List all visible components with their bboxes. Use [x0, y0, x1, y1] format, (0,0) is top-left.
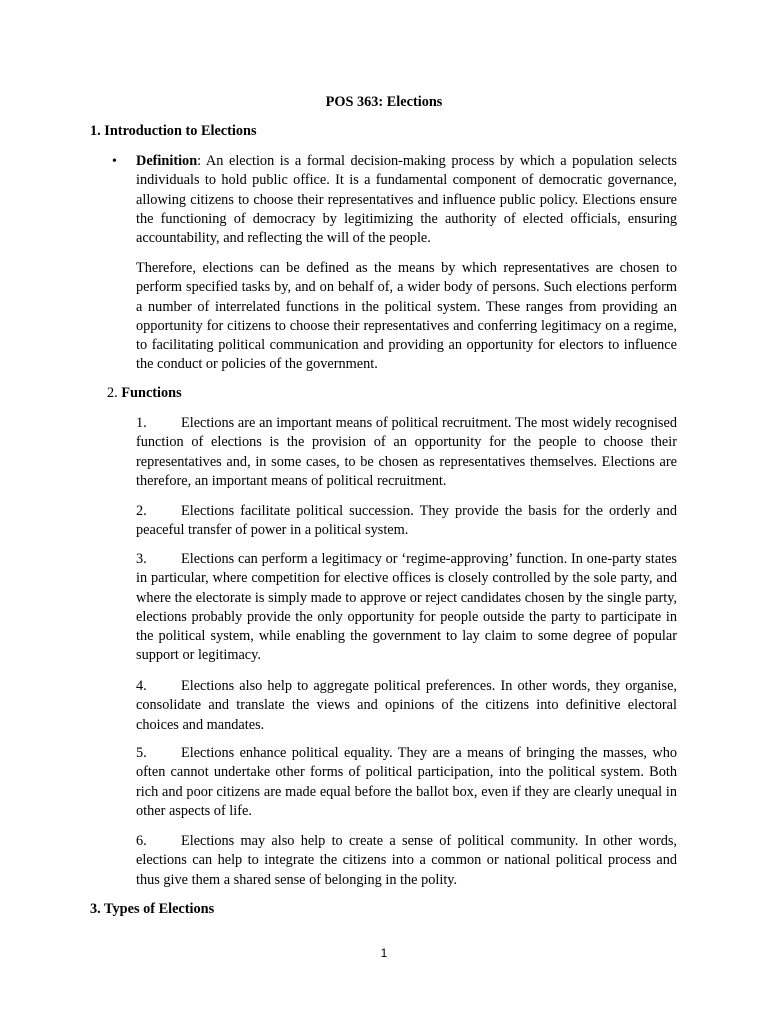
- function-item: [136, 677, 677, 735]
- function-text: Elections may also help to create a sense of political community. In other words, elections can help to integrate the citizens into a common or national political process and thus give them a shared sense of belonging in the polity.: [136, 833, 677, 888]
- definition-label: Definition: [136, 153, 198, 169]
- page-number: 1: [380, 946, 388, 960]
- function-text: Elections also help to aggregate political preferences. In other words, they organise, consolidate and translate the views and opinions of the citizens into definitive electoral choices and mandates.: [136, 678, 677, 733]
- function-item: [136, 550, 677, 666]
- function-number: 2.: [136, 503, 147, 519]
- function-item: [136, 414, 677, 491]
- function-number: 6.: [136, 833, 147, 849]
- document-title: POS 363: Elections: [325, 94, 443, 110]
- function-number: 3.: [136, 551, 147, 567]
- function-item: [136, 502, 677, 541]
- section-heading-functions: [107, 384, 182, 403]
- section-title: Functions: [121, 385, 182, 401]
- function-item: [136, 744, 677, 821]
- function-item: [136, 832, 677, 890]
- function-number: 1.: [136, 415, 147, 431]
- bullet-icon: •: [112, 154, 117, 169]
- function-text: Elections are an important means of political recruitment. The most widely recognised function of elections is the provision of an opportunity for the people to choose their representatives and, in some cases, to be chosen as representatives themselves. Elections are therefore, an important means of political recruitment.: [136, 415, 677, 489]
- definition-paragraph: [136, 152, 677, 248]
- function-number: 5.: [136, 745, 147, 761]
- function-number: 4.: [136, 678, 147, 694]
- section-heading-types: 3. Types of Elections: [90, 901, 215, 917]
- function-text: Elections enhance political equality. They are a means of bringing the masses, who often cannot undertake other forms of political participation, into the political system. Both rich and poor citizens are made equal before the ballot box, even if they are clearly unequal in other aspects of life.: [136, 745, 677, 819]
- function-text: Elections can perform a legitimacy or ‘regime-approving’ function. In one-party states in particular, where competition for elective offices is closely controlled by the sole party, and where the electorate is simply made to approve or reject candidates chosen by the single party, elections probably provide the only opportunity for people outside the party to participate in the political system, while enabling the government to lay claim to some degree of popular support or legitimacy.: [136, 551, 677, 664]
- section-number: 2.: [107, 385, 118, 401]
- section-heading-introduction: 1. Introduction to Elections: [90, 123, 257, 139]
- definition-text: : An election is a formal decision-making process by which a population selects individuals to hold public office. It is a fundamental component of democratic governance, allowing citizens to choose their representatives and influence public policy. Elections ensure the functioning of democracy by legitimizing the authority of elected officials, ensuring accountability, and reflecting the will of the people.: [136, 153, 677, 247]
- therefore-paragraph: Therefore, elections can be defined as the means by which representatives are chosen to perform specified tasks by, and on behalf of, a wider body of persons. Such elections perform a number of interrelated functions in the political system. These ranges from providing an opportunity for citizens to choose their representatives and conferring legitimacy on a regime, to facilitating political communication and providing an opportunity for electors to influence the conduct or policies of the government.: [136, 260, 677, 373]
- function-text: Elections facilitate political succession. They provide the basis for the orderly and peaceful transfer of power in a political system.: [136, 503, 677, 539]
